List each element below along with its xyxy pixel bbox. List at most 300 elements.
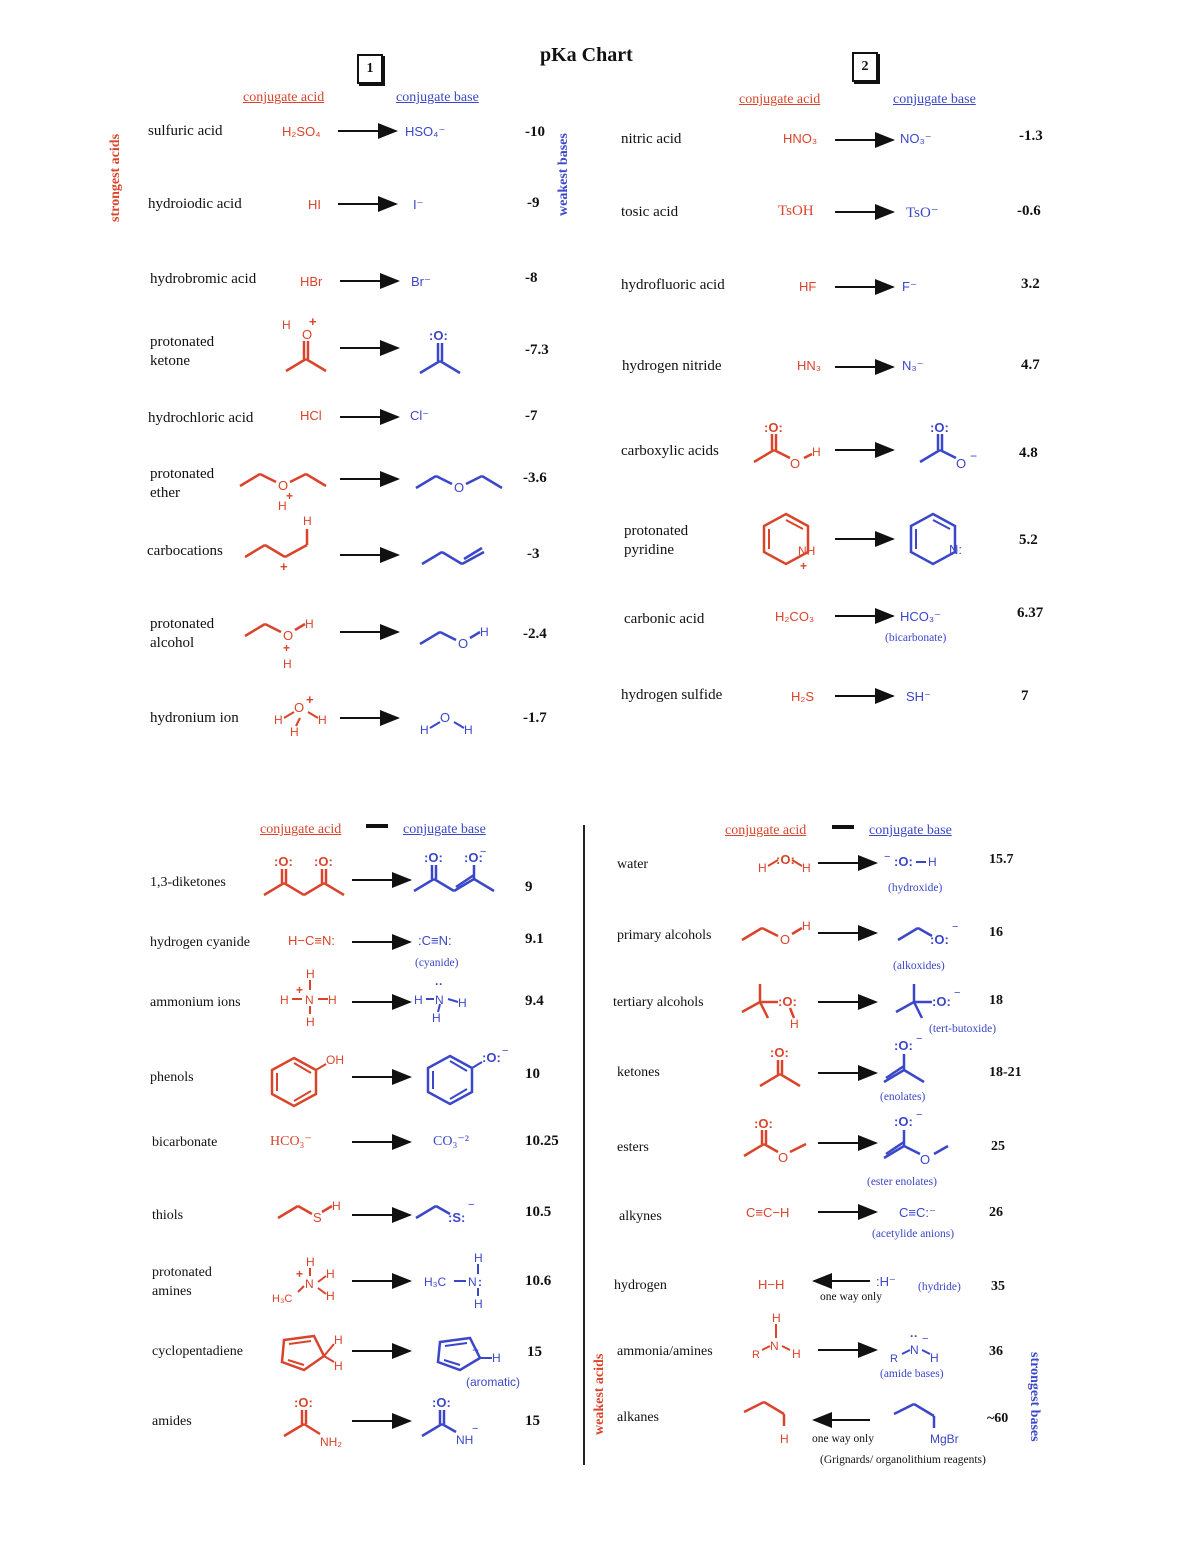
svg-text:H: H [306, 1015, 315, 1029]
t1-row1-name: sulfuric acid [148, 123, 223, 139]
header-conjugate-base-2: conjugate base [893, 92, 976, 107]
svg-text:H: H [758, 861, 767, 875]
t1-row6-pka: -3.6 [523, 470, 547, 486]
svg-text::S:: :S: [448, 1210, 466, 1225]
t2-row3-base: F⁻ [902, 279, 917, 294]
svg-text:+: + [280, 559, 288, 574]
t1-row6-name: protonated ether [150, 466, 215, 501]
t2-row2-base: TsO⁻ [906, 205, 939, 221]
t2-row5-pka: 4.8 [1019, 445, 1038, 461]
t4-row1-arrow [818, 856, 878, 870]
amide-structure [282, 1394, 362, 1450]
svg-text:NH: NH [456, 1433, 474, 1447]
svg-text::O:: :O: [764, 420, 783, 435]
svg-text:N: N [468, 1275, 477, 1289]
svg-text:N: N [770, 1339, 779, 1353]
t1-row9-arrow [340, 711, 400, 725]
svg-text::O:: :O: [314, 854, 333, 869]
svg-text:NH₂: NH₂ [320, 1435, 342, 1449]
t2-row8-pka: 7 [1021, 688, 1029, 704]
svg-text:H: H [414, 993, 423, 1007]
alkoxide-structure [896, 918, 966, 954]
svg-text:O: O [458, 636, 469, 651]
t3-row2-pka: 9.1 [525, 931, 544, 947]
svg-text:H: H [328, 993, 337, 1007]
protonated-alcohol-structure [243, 614, 323, 672]
svg-text:H: H [278, 499, 287, 513]
t4-row6-arrow [818, 1205, 878, 1219]
svg-text:H: H [812, 445, 821, 459]
t2-row7-note: (bicarbonate) [885, 632, 947, 644]
t4-row4-pka: 18-21 [989, 1065, 1022, 1080]
svg-text:R: R [752, 1349, 760, 1361]
t1-row3-base: Br⁻ [411, 274, 431, 289]
thiolate-structure [414, 1196, 484, 1232]
svg-text:+: + [283, 641, 291, 655]
t4-row6-name: alkynes [619, 1209, 662, 1224]
svg-text:H: H [802, 919, 811, 933]
svg-text:R: R [890, 1353, 898, 1365]
protonated-ether-structure [238, 462, 328, 512]
t2-row2-name: tosic acid [621, 204, 679, 220]
t3-row6-arrow [352, 1208, 412, 1222]
t3-row7-arrow [352, 1274, 412, 1288]
t2-row7-pka: 6.37 [1017, 605, 1044, 621]
t1-row4-arrow [340, 341, 400, 355]
svg-text:··: ·· [435, 977, 443, 991]
t3-row2-arrow [352, 935, 412, 949]
svg-text:N:: N: [949, 542, 962, 557]
t4-row5-pka: 25 [991, 1139, 1005, 1154]
svg-text:N: N [910, 1343, 919, 1357]
t3-row5-base: CO₃⁻² [433, 1134, 469, 1149]
svg-text:−: − [468, 1199, 475, 1211]
svg-text::O:: :O: [432, 1395, 451, 1410]
t2-row1-acid: HNO₃ [783, 131, 818, 146]
ester-structure [742, 1116, 822, 1166]
svg-text:H: H [283, 657, 292, 671]
svg-text:H: H [432, 1011, 441, 1025]
protonated-ketone-structure [276, 315, 336, 377]
t4-row4-name: ketones [617, 1065, 660, 1080]
svg-text:H₃C: H₃C [272, 1293, 293, 1305]
tert-butoxide-structure [894, 982, 964, 1022]
svg-text:+: + [286, 489, 294, 503]
carboxylate-structure [918, 420, 988, 480]
t4-row9-base: MgBr [930, 1432, 959, 1446]
svg-text:H: H [458, 996, 467, 1010]
ketone-acid-structure-2 [756, 1044, 816, 1092]
t3-row7-pka: 10.6 [525, 1273, 552, 1289]
protonated-amine-structure [270, 1256, 350, 1308]
t3-row8-note: (aromatic) [466, 1375, 521, 1389]
svg-text:H: H [474, 1251, 483, 1265]
svg-text:O: O [278, 478, 289, 493]
svg-text:NH: NH [798, 544, 816, 558]
t4-row8-name: ammonia/amines [617, 1344, 713, 1359]
svg-text:H₃C: H₃C [424, 1275, 447, 1289]
t2-row3-arrow [835, 280, 895, 294]
tert-butanol-structure [740, 982, 810, 1032]
svg-text:N: N [305, 1277, 314, 1291]
svg-text::O:: :O: [429, 328, 448, 343]
svg-text::O:: :O: [930, 932, 949, 947]
svg-text:O: O [780, 932, 791, 947]
t4-row8-note: (amide bases) [880, 1368, 944, 1380]
ether-structure [414, 466, 504, 496]
svg-text:H: H [928, 855, 937, 869]
t1-row2-name: hydroiodic acid [148, 196, 242, 212]
enolate-structure [880, 1034, 950, 1088]
t1-row7-pka: -3 [527, 546, 540, 562]
weakest-bases-label: weakest bases [556, 133, 571, 216]
t3-row2-base: :C≡N: [418, 933, 452, 948]
t4-row8-pka: 36 [989, 1344, 1003, 1359]
svg-text::O:: :O: [932, 994, 951, 1009]
svg-text:H: H [290, 725, 299, 739]
amine-acid-structure [748, 1312, 818, 1368]
t4-row7-arrow-reverse [812, 1274, 872, 1288]
svg-text:H: H [792, 1347, 801, 1361]
svg-text::O:: :O: [894, 1038, 913, 1053]
t3-row1-name: 1,3-diketones [150, 875, 226, 890]
svg-text:H: H [492, 1351, 501, 1365]
strongest-acids-label: strongest acids [108, 133, 123, 222]
svg-text:−: − [472, 1343, 480, 1357]
t3-row8-arrow [352, 1344, 412, 1358]
t3-row1-pka: 9 [525, 879, 533, 895]
t4-row6-pka: 26 [989, 1205, 1003, 1220]
svg-text:−: − [502, 1045, 509, 1057]
svg-text::O:: :O: [482, 1050, 501, 1065]
t2-row8-name: hydrogen sulfide [621, 687, 723, 703]
header-dash-3 [366, 824, 388, 828]
svg-text:O: O [454, 480, 465, 495]
t2-row7-base: HCO₃⁻ [900, 609, 942, 624]
phenoxide-structure [422, 1046, 522, 1106]
cyclopentadienyl-structure [436, 1334, 516, 1374]
t1-row3-name: hydrobromic acid [150, 271, 257, 287]
t4-row2-name: primary alcohols [617, 928, 712, 943]
t1-row3-acid: HBr [300, 274, 323, 289]
diketone-structure [262, 853, 352, 903]
svg-text::O:: :O: [778, 994, 797, 1009]
t3-row7-name: protonated amines [152, 1265, 212, 1299]
t2-row4-arrow [835, 360, 895, 374]
t4-row3-pka: 18 [989, 993, 1003, 1008]
amine-structure [422, 1251, 502, 1311]
svg-text:H: H [334, 1333, 343, 1347]
t3-row9-name: amides [152, 1414, 192, 1429]
svg-text:O: O [778, 1150, 789, 1165]
svg-text:−: − [472, 1423, 479, 1435]
water-base-structure-1 [418, 702, 478, 738]
t4-row9-note: (Grignards/ organolithium reagents) [820, 1454, 986, 1466]
svg-text::O:: :O: [464, 850, 483, 865]
t1-row1-pka: -10 [525, 124, 545, 140]
amide-base-structure [888, 1330, 958, 1370]
svg-text:OH: OH [326, 1053, 344, 1067]
svg-text:H: H [303, 514, 312, 528]
svg-text::O:: :O: [274, 854, 293, 869]
svg-text:H: H [772, 1311, 781, 1325]
t3-row4-arrow [352, 1070, 412, 1084]
svg-text:H: H [306, 967, 315, 981]
t1-row8-arrow [340, 625, 400, 639]
t2-row6-name: protonated pyridine [624, 523, 689, 558]
pyridinium-structure [758, 510, 828, 574]
t4-row2-arrow [818, 926, 878, 940]
svg-text:N: N [435, 993, 444, 1007]
svg-text:+: + [296, 983, 304, 997]
t4-row5-arrow [818, 1136, 878, 1150]
page-title: pKa Chart [540, 44, 633, 66]
t2-row2-pka: -0.6 [1017, 203, 1041, 219]
svg-text:H: H [326, 1289, 335, 1303]
t4-row3-name: tertiary alcohols [613, 995, 704, 1010]
svg-text:H: H [420, 723, 429, 737]
t2-row3-pka: 3.2 [1021, 276, 1040, 292]
ammonia-structure [412, 978, 482, 1026]
t3-row2-note: (cyanide) [415, 957, 459, 969]
t4-row7-pka: 35 [991, 1279, 1005, 1294]
svg-text:−: − [884, 851, 891, 863]
t2-row1-name: nitric acid [621, 131, 682, 147]
svg-text:H: H [280, 993, 289, 1007]
water-acid-structure [756, 846, 816, 880]
column-divider [583, 825, 585, 1465]
t1-row6-arrow [340, 472, 400, 486]
t1-row3-pka: -8 [525, 270, 538, 286]
t1-row3-arrow [340, 274, 400, 288]
t1-row8-name: protonated alcohol [150, 616, 215, 651]
t3-row4-pka: 10 [525, 1066, 540, 1082]
svg-text:H: H [332, 1199, 341, 1213]
t4-row4-arrow [818, 1066, 878, 1080]
t4-row5-name: esters [617, 1140, 649, 1155]
svg-text:O: O [283, 628, 294, 643]
svg-text::O:: :O: [776, 852, 795, 867]
svg-text::O:: :O: [894, 854, 913, 869]
t1-row1-base: HSO₄⁻ [405, 124, 446, 139]
t4-row2-note: (alkoxides) [893, 960, 945, 972]
svg-text:··: ·· [910, 1329, 918, 1343]
t2-row1-base: NO₃⁻ [900, 131, 932, 146]
svg-text:−: − [916, 1033, 923, 1045]
t4-row6-acid: C≡C−H [746, 1205, 790, 1220]
svg-text:H: H [274, 713, 283, 727]
svg-text::: : [478, 1275, 482, 1289]
cyclopentadiene-structure [280, 1330, 350, 1374]
t4-row9-arrow-reverse [812, 1413, 872, 1427]
ester-enolate-structure [880, 1110, 960, 1174]
svg-text:H: H [326, 1267, 335, 1281]
t3-row3-arrow [352, 995, 412, 1009]
t2-row1-pka: -1.3 [1019, 128, 1043, 144]
t2-row3-acid: HF [799, 279, 817, 294]
svg-text::O:: :O: [294, 1395, 313, 1410]
t4-row6-note: (acetylide anions) [872, 1228, 955, 1240]
svg-text:H: H [930, 1351, 939, 1365]
t1-row5-arrow [340, 410, 400, 424]
svg-text:N: N [305, 993, 314, 1007]
t1-row7-name: carbocations [147, 543, 223, 559]
t4-row1-pka: 15.7 [989, 852, 1014, 867]
svg-text:S: S [313, 1210, 322, 1225]
section-2-box: 2 [852, 52, 878, 82]
t4-row9-pka: ~60 [987, 1411, 1009, 1426]
carboxylic-acid-structure [752, 420, 832, 480]
svg-text::O:: :O: [894, 1114, 913, 1129]
svg-text:+: + [800, 559, 808, 573]
t2-row6-pka: 5.2 [1019, 532, 1038, 548]
t3-row8-name: cyclopentadiene [152, 1344, 243, 1359]
t1-row5-name: hydrochloric acid [148, 410, 254, 426]
t4-row7-note: (hydride) [918, 1281, 961, 1293]
t3-row1-arrow [352, 873, 412, 887]
svg-text:O: O [790, 456, 801, 471]
t3-row9-arrow [352, 1414, 412, 1428]
svg-text:H: H [480, 625, 489, 639]
svg-text:H: H [802, 861, 811, 875]
svg-text:H: H [464, 723, 473, 737]
t4-row7-oneway: one way only [820, 1291, 882, 1303]
t3-row5-arrow [352, 1135, 412, 1149]
t1-row9-pka: -1.7 [523, 710, 547, 726]
svg-text:H: H [474, 1297, 483, 1311]
alkane-structure [742, 1398, 802, 1434]
t2-row2-arrow [835, 205, 895, 219]
t3-row6-name: thiols [152, 1208, 184, 1223]
t1-row1-acid: H₂SO₄ [282, 124, 321, 139]
svg-text:−: − [480, 846, 487, 858]
t1-row4-name: protonated ketone [150, 334, 215, 369]
t4-row3-note: (tert-butoxide) [929, 1023, 997, 1035]
t2-row7-arrow [835, 609, 895, 623]
t4-row9-name: alkanes [617, 1410, 659, 1425]
t3-row5-acid: HCO₃⁻ [270, 1134, 312, 1149]
section-1-box: 1 [357, 54, 383, 84]
pyridine-structure [905, 510, 975, 570]
svg-text:−: − [922, 1333, 929, 1345]
svg-text::O:: :O: [424, 850, 443, 865]
thiol-structure [276, 1196, 346, 1232]
t2-row5-arrow [835, 443, 895, 457]
t4-row3-arrow [818, 995, 878, 1009]
t1-row2-arrow [338, 197, 398, 211]
t3-row8-pka: 15 [527, 1344, 542, 1360]
svg-text:H: H [306, 1255, 315, 1269]
svg-text:H: H [790, 1017, 799, 1031]
t3-row4-name: phenols [150, 1070, 194, 1085]
t4-row2-pka: 16 [989, 925, 1003, 940]
t3-row3-pka: 9.4 [525, 993, 544, 1009]
svg-text:H: H [305, 617, 314, 631]
t2-row8-acid: H₂S [791, 689, 815, 704]
t4-row7-name: hydrogen [614, 1278, 667, 1293]
t2-row2-acid: TsOH [778, 203, 814, 219]
header-conjugate-base-1: conjugate base [396, 90, 479, 105]
t3-row6-pka: 10.5 [525, 1204, 552, 1220]
diketone-enolate-structure [412, 847, 502, 899]
alcohol-structure [418, 622, 498, 656]
t2-row4-base: N₃⁻ [902, 358, 924, 373]
t3-row2-acid: H−C≡N: [288, 933, 335, 948]
t4-row1-name: water [617, 857, 649, 872]
t1-row5-pka: -7 [525, 408, 538, 424]
t1-row1-arrow [338, 124, 398, 138]
svg-text:+: + [296, 1267, 304, 1281]
t1-row5-acid: HCl [300, 408, 322, 423]
svg-text:O: O [956, 456, 967, 471]
header-conjugate-acid-1: conjugate acid [243, 90, 325, 105]
svg-text:+: + [309, 314, 317, 329]
amide-anion-structure [420, 1394, 500, 1450]
t2-row5-name: carboxylic acids [621, 443, 719, 459]
t4-row9-acid: H [780, 1432, 789, 1446]
header-conjugate-base-3: conjugate base [403, 822, 486, 837]
grignard-structure [892, 1400, 952, 1436]
t2-row7-acid: H₂CO₃ [775, 609, 815, 624]
t1-row8-pka: -2.4 [523, 626, 547, 642]
t1-row2-acid: HI [308, 197, 321, 212]
svg-text:O: O [440, 710, 451, 725]
header-conjugate-acid-4: conjugate acid [725, 823, 807, 838]
svg-text:O: O [920, 1152, 931, 1167]
t1-row7-arrow [340, 548, 400, 562]
svg-text:−: − [952, 921, 959, 933]
svg-text:O: O [302, 327, 313, 342]
t2-row8-base: SH⁻ [906, 689, 931, 704]
t4-row8-arrow [818, 1343, 878, 1357]
header-dash-4 [832, 825, 854, 829]
svg-text:−: − [954, 987, 961, 999]
strongest-bases-label: strongest bases [1027, 1352, 1042, 1442]
t4-row5-note: (ester enolates) [867, 1176, 937, 1188]
svg-text:H: H [282, 318, 291, 332]
t2-row4-acid: HN₃ [797, 358, 822, 373]
header-conjugate-acid-2: conjugate acid [739, 92, 821, 107]
t4-row4-note: (enolates) [880, 1091, 926, 1103]
t4-row1-note: (hydroxide) [888, 882, 943, 894]
t2-row8-arrow [835, 689, 895, 703]
ammonium-structure [276, 966, 346, 1028]
svg-text::O:: :O: [930, 420, 949, 435]
svg-text::O:: :O: [770, 1045, 789, 1060]
svg-text:−: − [970, 449, 978, 463]
t2-row4-pka: 4.7 [1021, 357, 1040, 373]
t2-row1-arrow [835, 133, 895, 147]
header-conjugate-acid-3: conjugate acid [260, 822, 342, 837]
t2-row4-name: hydrogen nitride [622, 358, 722, 374]
carbocation-structure [243, 515, 323, 573]
svg-text:−: − [916, 1109, 923, 1121]
t1-row5-base: Cl⁻ [410, 408, 430, 423]
t2-row7-name: carbonic acid [624, 611, 705, 627]
t1-row2-pka: -9 [527, 195, 540, 211]
phenol-structure [266, 1050, 356, 1108]
svg-text:H: H [334, 1359, 343, 1373]
t3-row3-name: ammonium ions [150, 995, 241, 1010]
alkene-structure [420, 540, 490, 570]
header-conjugate-base-4: conjugate base [869, 823, 952, 838]
t4-row9-oneway: one way only [812, 1433, 874, 1445]
svg-text:H: H [318, 713, 327, 727]
hydroxide-structure [884, 848, 964, 874]
t1-row9-name: hydronium ion [150, 710, 239, 726]
t4-row7-acid: H−H [758, 1277, 785, 1292]
svg-text:+: + [306, 692, 314, 707]
